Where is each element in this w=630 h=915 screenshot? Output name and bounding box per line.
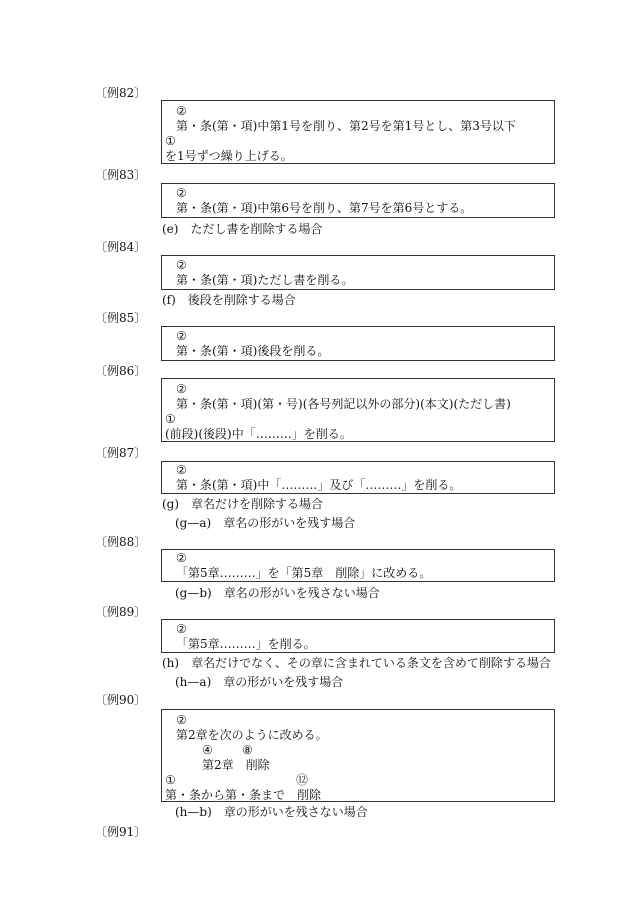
example-box-85 xyxy=(161,326,555,361)
section-heading-g: (g) 章名だけを削除する場合 xyxy=(162,497,324,511)
section-heading-h: (h) 章名だけでなく、その章に含まれている条文を含めて削除する場合 xyxy=(162,656,551,670)
box-text-line: 「第5章………」を削る。 xyxy=(176,637,316,651)
section-heading-f: (f) 後段を削除する場合 xyxy=(162,293,296,307)
example-label-86: 〔例86〕 xyxy=(95,364,147,378)
example-label-82: 〔例82〕 xyxy=(95,86,147,100)
section-heading-h-a: (h—a) 章の形がいを残す場合 xyxy=(175,675,344,689)
circled-mark: ② xyxy=(176,382,187,396)
circled-mark: ② xyxy=(176,622,187,636)
section-heading-h-b: (h—b) 章の形がいを残さない場合 xyxy=(175,805,368,819)
circled-mark: ② xyxy=(176,713,187,727)
example-label-89: 〔例89〕 xyxy=(95,605,147,619)
example-label-90: 〔例90〕 xyxy=(95,693,147,707)
circled-mark: ⑧ xyxy=(242,743,253,757)
circled-mark: ① xyxy=(165,773,176,787)
example-label-87: 〔例87〕 xyxy=(95,446,147,460)
box-text-line: を1号ずつ繰り上げる。 xyxy=(165,149,293,163)
example-label-91: 〔例91〕 xyxy=(95,825,147,839)
example-label-88: 〔例88〕 xyxy=(95,535,147,549)
example-box-82 xyxy=(161,100,555,164)
box-text-line: 第・条(第・項)中第6号を削り、第7号を第6号とする。 xyxy=(176,201,473,215)
circled-mark: ② xyxy=(176,329,187,343)
example-label-84: 〔例84〕 xyxy=(95,240,147,254)
section-heading-g-a: (g—a) 章名の形がいを残す場合 xyxy=(175,516,356,530)
box-text-line: 第2章 削除 xyxy=(202,758,270,772)
example-box-90 xyxy=(161,709,555,802)
box-text-line: 「第5章………」を「第5章 削除」に改める。 xyxy=(176,566,432,580)
circled-mark: ② xyxy=(176,258,187,272)
box-text-line: 第・条(第・項)後段を削る。 xyxy=(176,344,330,358)
section-heading-e: (e) ただし書を削除する場合 xyxy=(162,222,323,236)
circled-mark: ① xyxy=(165,412,176,426)
box-text-line: 第・条から第・条まで 削除 xyxy=(165,788,322,802)
section-heading-g-b: (g—b) 章名の形がいを残さない場合 xyxy=(175,586,380,600)
box-text-line: 第2章を次のように改める。 xyxy=(176,728,328,742)
circled-mark: ② xyxy=(176,551,187,565)
circled-mark: ② xyxy=(176,463,187,477)
example-box-89 xyxy=(161,619,555,653)
example-box-84 xyxy=(161,255,555,290)
example-box-88 xyxy=(161,549,555,582)
circled-mark: ② xyxy=(176,186,187,200)
box-text-line: 第・条(第・項)ただし書を削る。 xyxy=(176,273,354,287)
box-text-line: 第・条(第・項)中第1号を削り、第2号を第1号とし、第3号以下 xyxy=(176,119,516,133)
example-box-87 xyxy=(161,461,555,494)
box-text-line: 第・条(第・項)中「………」及び「………」を削る。 xyxy=(176,478,462,492)
circled-mark: ⑫ xyxy=(296,773,309,787)
box-text-line: 第・条(第・項)(第・号)(各号列記以外の部分)(本文)(ただし書) xyxy=(176,397,511,411)
circled-mark: ① xyxy=(165,134,176,148)
example-box-83 xyxy=(161,183,555,218)
circled-mark: ② xyxy=(176,104,187,118)
example-box-86 xyxy=(161,378,555,442)
circled-mark: ④ xyxy=(202,743,213,757)
example-label-85: 〔例85〕 xyxy=(95,311,147,325)
box-text-line: (前段)(後段)中「………」を削る。 xyxy=(165,427,352,441)
example-label-83: 〔例83〕 xyxy=(95,168,147,182)
